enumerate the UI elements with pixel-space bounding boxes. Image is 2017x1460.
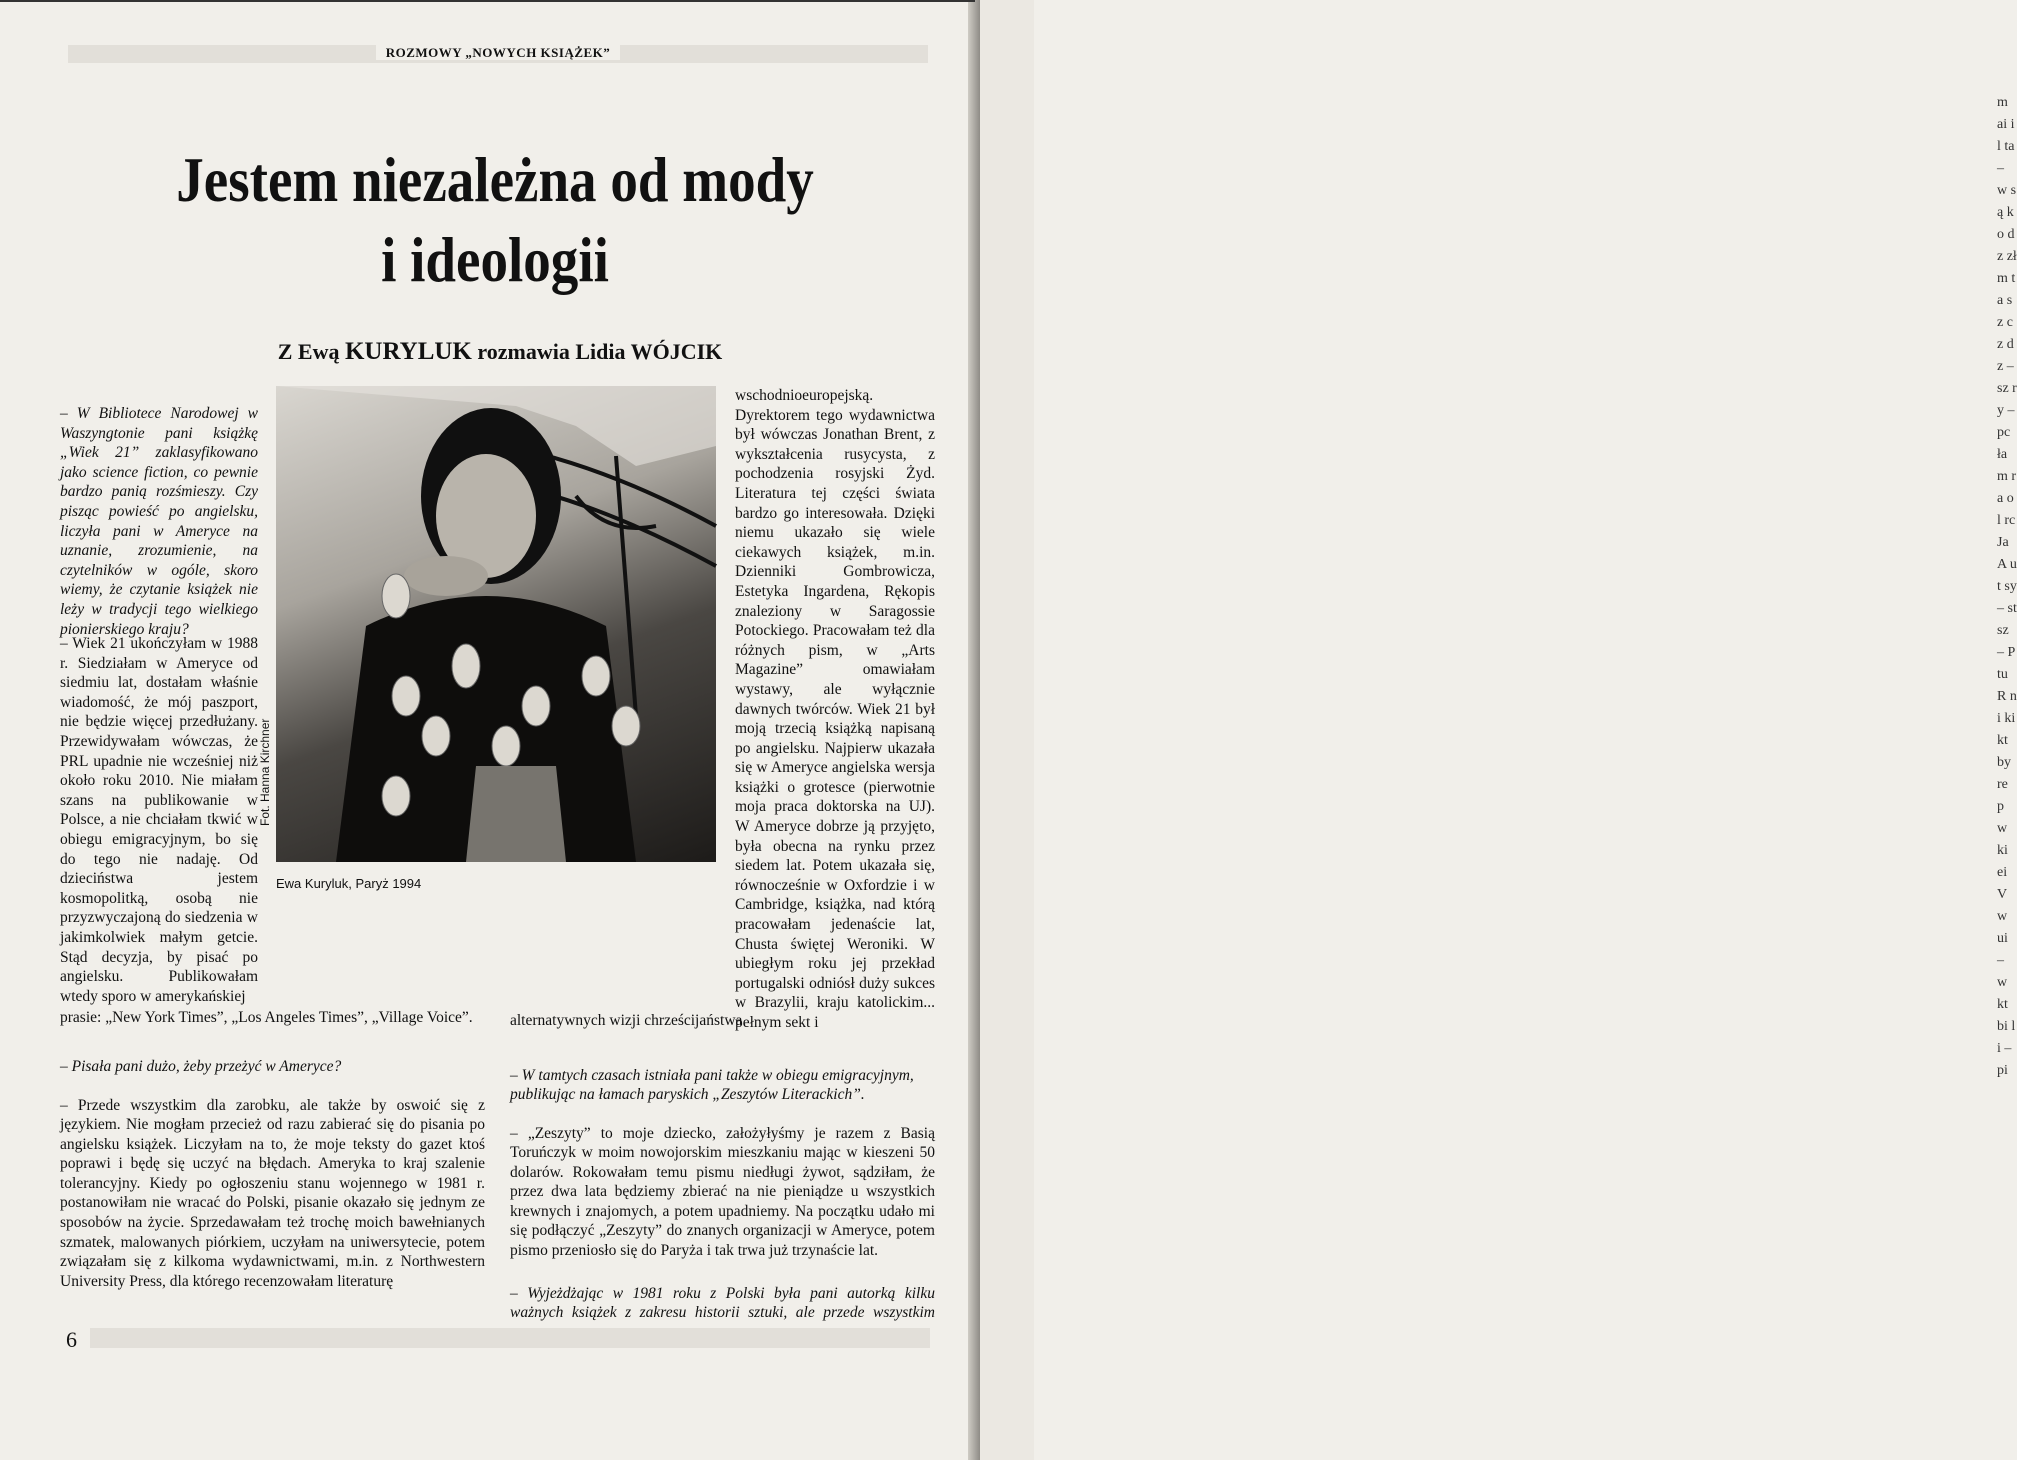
byline — [120, 338, 880, 366]
next-page-edge — [980, 0, 2017, 1460]
question-2: – Pisała pani dużo, żeby przeżyć w Ameryce? — [60, 1057, 342, 1075]
answer-1-right-tail: alternatywnych wizji chrześcijaństwa. — [510, 1012, 747, 1029]
page-number: 6 — [66, 1327, 77, 1352]
portrait-photo — [276, 386, 716, 862]
photo-caption: Ewa Kuryluk, Paryż 1994 — [276, 876, 422, 891]
answer-1-left: – Wiek 21 ukończyłam w 1988 r. Siedziałam w Ameryce od siedmiu lat, dostałam właśnie wiadomość, że mój paszport, nie będzie więcej przedłużany. Przewidywałam wówczas, że PRL upadnie nie wcześniej niż około roku 2010. Nie miałam szans na publikowanie w Polsce, a nie chciałam tkwić w obiegu emigracyjnym, bo się do tego nie nadaję. Od dzieciństwa jestem kosmopolitką, osobą nie przyzwyczajoną do siedzenia w jakimkolwiek małym getcie. Stąd decyzja, by pisać po angielsku. Publikowałam wtedy sporo w amerykańskiej — [60, 635, 258, 1005]
answer-1-full: prasie: „New York Times”, „Los Angeles Times”, „Village Voice”. — [60, 1009, 473, 1026]
running-head-text: ROZMOWY „NOWYCH KSIĄŻEK” — [376, 45, 621, 60]
running-head — [68, 45, 928, 61]
question-1: – W Bibliotece Narodowej w Waszyngtonie pani książkę „Wiek 21” zaklasyfikowano jako science fiction, co pewnie bardzo panią rozśmieszy. Czy pisząc powieść po angielsku, liczyła pani w Ameryce na uznanie, zrozumienie, na czytelników w ogóle, skoro wiemy, że czytanie książek nie leży w tradycji tego wielkiego pionierskiego kraju? — [60, 405, 258, 638]
photo-credit: Fot. Hanna Kirchner — [258, 718, 272, 826]
answer-1-right-column: wschodnioeuropejską. Dyrektorem tego wydawnictwa był wówczas Jonathan Brent, z wykształcenia rusycysta, z pochodzenia rosyjski Żyd. Literatura tej części świata bardzo go interesowała. Dzięki niemu ukazało się wiele ciekawych książek, m.in. Dzienniki Gombrowicza, Estetyka Ingardena, Rękopis znaleziony w Saragossie Potockiego. Pracowałam też dla różnych pism, w „Arts Magazine” omawiałam wystawy, ale wyłącznie dawnych twórców. Wiek 21 był moją trzecią książką napisaną po angielsku. Najpierw ukazała się w Ameryce angielska wersja książki o grotesce (pierwotnie moja praca doktorska na UJ). W Ameryce dobrze ją przyjęto, była obecna na rynku przez siedem lat. Potem ukazała się, równocześnie w Oxfordzie i w Cambridge, książka, nad którą pracowałam jedenaście lat, Chusta świętej Weroniki. W ubiegłym roku jej przekład portugalski odniósł duży sukces w Brazylii, kraju katolickim... pełnym sekt i — [735, 387, 935, 1031]
portrait-illustration — [276, 386, 716, 862]
question-4: – Wyjeżdżając w 1981 roku z Polski była pani autorką kilku ważnych książek z zakresu historii sztuki, ale przede wszystkim — [510, 1284, 935, 1322]
answer-2: – Przede wszystkim dla zarobku, ale także by oswoić się z językiem. Nie mogłam przecież od razu zabierać się do pisania po angielsku książek. Liczyłam na to, że moje teksty do gazet ktoś poprawi i będę się uczyć na błędach. Ameryka to kraj szalenie tolerancyjny. Kiedy po ogłoszeniu stanu wojennego w 1981 r. postanowiłam nie wracać do Polski, pisanie okazało się jednym ze sposobów na życie. Sprzedawałam też trochę moich bawełnianych szmatek, malowanych piórkiem, uczyłam na uniwersytecie, potem związałam się z kilkoma wydawnictwami, m.in. z Northwestern University Press, dla którego recenzowałam literaturę — [60, 1096, 485, 1290]
answer-3: – „Zeszyty” to moje dziecko, założyłyśmy je razem z Basią Toruńczyk w moim nowojorskim mieszkaniu mając w kieszeni 50 dolarów. Rokowałam temu pismu niedługi żywot, sądziłam, że przez dwa lata będziemy zbierać na nie pieniądze u wszystkich krewnych i znajomych, a potem upadniemy. Na początku udało mi się podłączyć „Zeszyty” do znanych organizacji w Ameryce, potem pismo przeniosło się do Paryża i tak trwa już trzynaście lat. — [510, 1124, 935, 1260]
page-gutter-shadow — [968, 0, 980, 1460]
article-title — [121, 140, 869, 300]
byline-prefix: Z Ewą — [277, 339, 340, 364]
next-page-text: m ai i l ta – w są ko dz zł m ta sz cz dz – sz ry – pc ła m ra ol rc Ja A ut sy – st sz – P tu R ni ki kt by re p w ki ei V w ui – w kt bi li – pi — [1997, 95, 2017, 1078]
byline-interviewee: KURYLUK — [344, 338, 472, 365]
question-3: – W tamtych czasach istniała pani także w obiegu emigracyjnym, publikując na łamach paryskich „Zeszytów Literackich”. — [510, 1066, 914, 1104]
top-rule — [0, 0, 975, 2]
byline-middle: rozmawia — [477, 339, 570, 364]
byline-interviewer: Lidia WÓJCIK — [575, 339, 723, 364]
title-line-1: Jestem niezależna od mody — [176, 144, 814, 215]
title-line-2: i ideologii — [381, 224, 609, 295]
footer-bar — [90, 1328, 930, 1348]
